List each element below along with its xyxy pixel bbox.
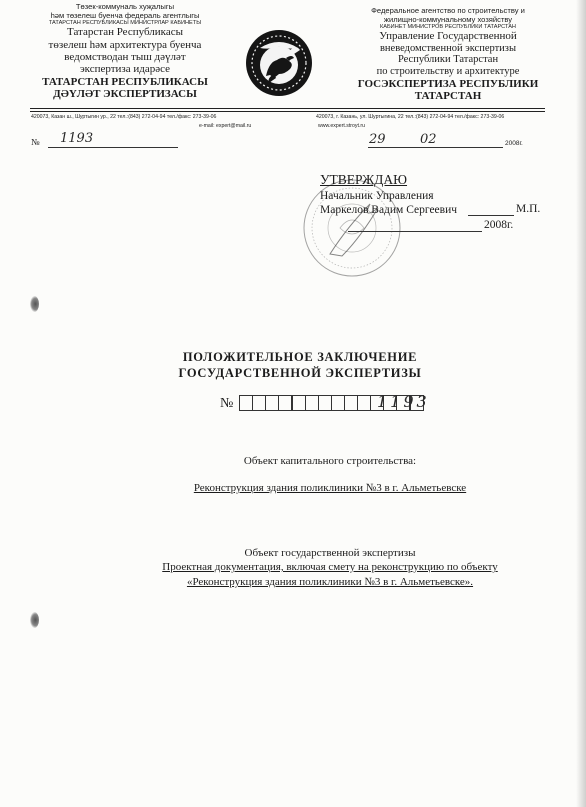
header-left-line: һәм төзелеш буенча федераль агентлыгы bbox=[50, 10, 200, 20]
header-left-line: Татарстан Республикасы bbox=[67, 26, 183, 39]
object-expertise-line-2: «Реконструкция здания поликлиники №3 в г. Альметьевске». bbox=[186, 576, 474, 588]
heading-line-2: ГОСУДАРСТВЕННОЙ ЭКСПЕРТИЗЫ bbox=[178, 365, 422, 380]
registry-digit-box bbox=[344, 395, 358, 411]
number-underline bbox=[48, 147, 178, 148]
header-left-line: Төзек-коммуналь хуҗалыгы bbox=[75, 2, 175, 11]
header-left-line: төзелеш һәм архитектура буенча bbox=[48, 38, 202, 51]
page-edge-shadow bbox=[576, 0, 586, 807]
approval-year: 2008г. bbox=[484, 219, 514, 231]
header-right-line: Управление Государственной bbox=[379, 30, 517, 43]
approval-block bbox=[320, 172, 457, 218]
approval-position: Начальник Управления bbox=[320, 189, 434, 202]
date-month: 02 bbox=[420, 132, 437, 147]
header-right-line: жилищно-коммунальному хозяйству bbox=[383, 14, 513, 24]
header-right-line: ТАТАРСТАН bbox=[414, 90, 482, 103]
header-right-line: по строительству и архитектуре bbox=[376, 66, 520, 78]
registry-digit-box bbox=[252, 395, 266, 411]
outgoing-number-value: 1193 bbox=[60, 131, 94, 146]
registry-digit-box bbox=[331, 395, 345, 411]
object-expertise-label: Объект государственной экспертизы bbox=[244, 547, 416, 559]
header-left-line: ДӘҮЛӘТ ЭКСПЕРТИЗАСЫ bbox=[53, 87, 197, 100]
registry-digit-box bbox=[265, 395, 279, 411]
registry-digit-box bbox=[318, 395, 332, 411]
heading-line-1: ПОЛОЖИТЕЛЬНОЕ ЗАКЛЮЧЕНИЕ bbox=[182, 350, 418, 364]
header-right-line: вневедомственной экспертизы bbox=[379, 42, 517, 54]
header-right-line: Республики Татарстан bbox=[397, 54, 499, 66]
registry-digit-box bbox=[278, 395, 292, 411]
header-left-line: ТАТАРСТАН РЕСПУБЛИКАСЫ МИНИСТРЛАР КАБИНЕТЫ bbox=[48, 20, 202, 26]
header-left-line: ведомстводан тыш дәүләт bbox=[64, 50, 186, 63]
header-left-line: экспертиза идарәсе bbox=[79, 63, 171, 76]
email-text: e-mail: expert@mail.ru bbox=[199, 123, 252, 129]
header-divider bbox=[30, 108, 545, 109]
approval-name: Маркелов Вадим Сергеевич bbox=[320, 204, 458, 217]
object-construction-label: Объект капитального строительства: bbox=[243, 455, 417, 467]
document-heading bbox=[0, 350, 586, 381]
registry-number-label: № bbox=[220, 396, 234, 411]
header-right-russian bbox=[348, 7, 548, 102]
registry-number-value: 1193 bbox=[377, 392, 430, 411]
registry-digit-box bbox=[305, 395, 319, 411]
address-right: 420073, г. Казань, ул. Шуртыгина, 22 тел.:(843) 272-04-94 тел./факс: 273-39-06 bbox=[316, 114, 505, 120]
registry-digit-box bbox=[357, 395, 371, 411]
approval-title: УТВЕРЖДАЮ bbox=[320, 172, 408, 187]
header-left-line: ТАТАРСТАН РЕСПУБЛИКАСЫ bbox=[42, 75, 208, 88]
header-right-line: КАБИНЕТ МИНИСТРОВ РЕСПУБЛИКИ ТАТАРСТАН bbox=[380, 24, 516, 30]
object-construction-value: Реконструкция здания поликлиники №3 в г. Альметьевске bbox=[193, 482, 467, 494]
tatarstan-emblem-icon bbox=[244, 28, 314, 98]
object-expertise-line-1: Проектная документация, включая смету на реконструкцию по объекту bbox=[162, 561, 498, 573]
registry-digit-box bbox=[239, 395, 253, 411]
date-underline bbox=[368, 147, 503, 148]
header-left-tatar bbox=[20, 3, 230, 100]
seal-label: М.П. bbox=[516, 203, 541, 215]
header-divider-thin bbox=[30, 111, 545, 112]
address-left: 420073, Казан ш., Шуртыгин ур., 22 тел.:(843) 272-04-94 тел./факс: 273-39-06 bbox=[31, 114, 217, 120]
header-right-line: Федеральное агентство по строительству и bbox=[371, 6, 525, 15]
website-text: www.expert.stroyt.ru bbox=[318, 123, 365, 129]
registry-digit-box bbox=[292, 395, 306, 411]
date-year: 2008г. bbox=[505, 140, 523, 147]
approval-date-line bbox=[348, 231, 482, 232]
date-day: 29 bbox=[369, 132, 386, 147]
punch-hole-mark bbox=[30, 296, 39, 312]
outgoing-number-label: № bbox=[31, 137, 40, 147]
punch-hole-mark bbox=[30, 612, 39, 628]
header-right-line: ГОСЭКСПЕРТИЗА РЕСПУБЛИКИ bbox=[357, 77, 539, 90]
signature-line bbox=[468, 215, 514, 216]
